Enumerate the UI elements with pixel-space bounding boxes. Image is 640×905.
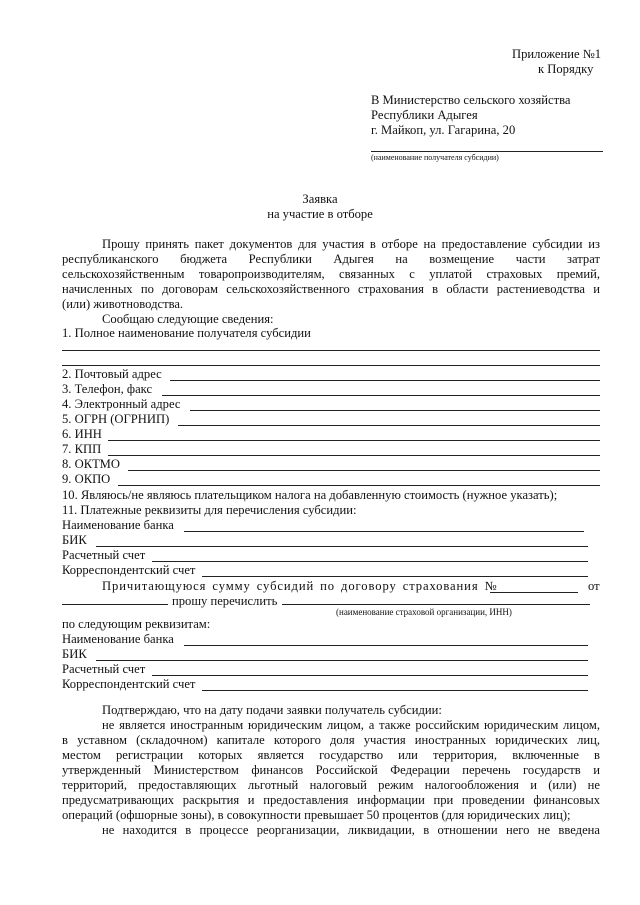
intro-line-2: республиканского бюджета Республики Адыгея на возмещение части затрат	[62, 252, 600, 266]
appendix-order: к Порядку	[538, 62, 594, 76]
bank2-account-line[interactable]	[152, 675, 588, 676]
bank2-corr-line[interactable]	[202, 690, 588, 691]
confirm-heading: Подтверждаю, что на дату подачи заявки получатель субсидии:	[102, 703, 442, 717]
addressee-fill-line	[371, 151, 603, 152]
insurance-contract-text: Причитающуюся сумму субсидий по договору страхования №	[102, 579, 498, 593]
intro-line-3: сельскохозяйственным товаропроизводителям, связанных с уплатой страховых премий,	[62, 267, 600, 281]
full-name-line-1[interactable]	[62, 350, 600, 351]
bank1-bik-line[interactable]	[96, 546, 588, 547]
okpo-line[interactable]	[118, 485, 600, 486]
intro-line-5: (или) животноводства.	[62, 297, 184, 311]
confirm-p2-line-1: не находится в процессе реорганизации, ликвидации, в отношении него не введена	[102, 823, 600, 837]
field-payment-details-label: 11. Платежные реквизиты для перечисления субсидии:	[62, 503, 357, 517]
phone-fax-line[interactable]	[162, 395, 600, 396]
contract-number-line[interactable]	[490, 592, 578, 593]
kpp-line[interactable]	[108, 455, 600, 456]
bank1-corr-label: Корреспондентский счет	[62, 563, 196, 577]
addressee-caption: (наименование получателя субсидии)	[371, 153, 499, 162]
insurance-contract-from: от	[588, 579, 600, 593]
intro-line-1: Прошу принять пакет документов для участия в отборе на предоставление субсидии из	[102, 237, 600, 251]
bank2-name-line[interactable]	[184, 645, 588, 646]
confirm-p1-line-1: не является иностранным юридическим лицом, а также российским юридическим лицом,	[102, 718, 600, 732]
bank1-account-label: Расчетный счет	[62, 548, 146, 562]
confirm-p1-line-3: местом регистрации которых является государство или территория, включенные в	[62, 748, 600, 762]
field-phone-fax-label: 3. Телефон, факс	[62, 382, 153, 396]
addressee-line-1: В Министерство сельского хозяйства	[371, 93, 571, 107]
field-ogrn-label: 5. ОГРН (ОГРНИП)	[62, 412, 170, 426]
bank1-account-line[interactable]	[152, 561, 588, 562]
bank2-account-label: Расчетный счет	[62, 662, 146, 676]
report-heading: Сообщаю следующие сведения:	[102, 312, 274, 326]
bank1-name-line[interactable]	[184, 531, 584, 532]
confirm-p1-line-7: операций (офшорные зоны), в совокупности превышает 50 процентов (для юридических лиц);	[62, 808, 571, 822]
appendix-number: Приложение №1	[512, 47, 602, 61]
oktmo-line[interactable]	[128, 470, 600, 471]
bank1-corr-line[interactable]	[202, 576, 588, 577]
bank1-name-label: Наименование банка	[62, 518, 174, 532]
field-inn-label: 6. ИНН	[62, 427, 102, 441]
form-subtitle: на участие в отборе	[267, 207, 373, 221]
field-email-label: 4. Электронный адрес	[62, 397, 181, 411]
addressee-line-2: Республики Адыгея	[371, 108, 478, 122]
postal-address-line[interactable]	[170, 380, 600, 381]
confirm-p1-line-6: предусматривающих раскрытия и предоставления информации при проведении финансовых	[62, 793, 600, 807]
full-name-line-2[interactable]	[62, 365, 600, 366]
field-vat-status-label: 10. Являюсь/не являюсь плательщиком налога на добавленную стоимость (нужное указать);	[62, 488, 558, 502]
bank2-corr-label: Корреспондентский счет	[62, 677, 196, 691]
addressee-line-3: г. Майкоп, ул. Гагарина, 20	[371, 123, 516, 137]
insurer-name-line[interactable]	[282, 604, 590, 605]
bank1-bik-label: БИК	[62, 533, 87, 547]
field-okpo-label: 9. ОКПО	[62, 472, 111, 486]
ogrn-line[interactable]	[178, 425, 600, 426]
field-oktmo-label: 8. ОКТМО	[62, 457, 120, 471]
bank2-bik-label: БИК	[62, 647, 87, 661]
bank2-bik-line[interactable]	[96, 660, 588, 661]
field-full-name-label: 1. Полное наименование получателя субсидии	[62, 326, 311, 340]
form-title: Заявка	[302, 192, 338, 206]
bank2-name-label: Наименование банка	[62, 632, 174, 646]
confirm-p1-line-2: в уставном (складочном) капитале которого доля участия иностранных юридических лиц,	[62, 733, 600, 747]
insurance-transfer-text: прошу перечислить	[172, 594, 278, 608]
confirm-p1-line-4: утвержденный Министерством финансов Российской Федерации перечень государств и	[62, 763, 600, 777]
inn-line[interactable]	[108, 440, 600, 441]
field-kpp-label: 7. КПП	[62, 442, 102, 456]
contract-date-line[interactable]	[62, 604, 168, 605]
insurer-caption: (наименование страховой организации, ИНН)	[336, 607, 512, 617]
insurance-details-heading: по следующим реквизитам:	[62, 617, 211, 631]
email-line[interactable]	[190, 410, 600, 411]
confirm-p1-line-5: территорий, предоставляющих льготный налоговый режим налогообложения и (или) не	[62, 778, 600, 792]
intro-line-4: начисленных по договорам сельскохозяйственного страхования в области растениеводства и	[62, 282, 600, 296]
field-postal-address-label: 2. Почтовый адрес	[62, 367, 162, 381]
